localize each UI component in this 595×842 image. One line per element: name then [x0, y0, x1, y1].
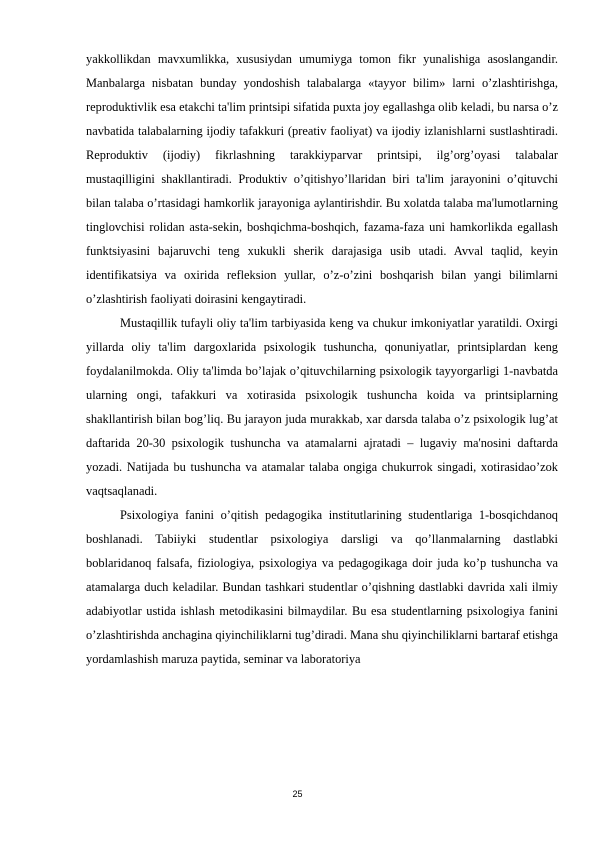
paragraph-3: Psixologiya fanini o’qitish pedagogika institutlarining studentlariga 1-bosqichdanoq boshlanadi. Tabiiyki studentlar psixologiya darsligi va qo’llanmalarning dastlabki boblaridanoq falsafa, fiziologiya, psixologiya va pedagogikaga doir juda ko’p tushuncha va atamalarga duch keladilar. Bundan tashkari studentlar o’qishning dastlabki davrida xali ilmiy adabiyotlar ustida ishlash metodikasini bilmaydilar. Bu esa studentlarning psixologiya fanini o’zlashtirishda anchagina qiyinchiliklarni tug’diradi. Mana shu qiyinchiliklarni bartaraf etishga yordamlashish maruza paytida, seminar va laboratoriya: [86, 508, 558, 666]
page-number: 25: [292, 789, 303, 799]
page-body: [86, 47, 558, 671]
paragraph-2: Mustaqillik tufayli oliy ta'lim tarbiyasida keng va chukur imkoniyatlar yaratildi. Oxirgi yillarda oliy ta'lim dargoxlarida psixologik tushuncha, qonuniyatlar, printsiplardan keng foydalanilmokda. Oliy ta'limda bo’lajak o’qituvchilarning psixologik tayyorgarligi 1-navbatda ularning ongi, tafakkuri va xotirasida psixologik tushuncha koida va printsiplarning shakllantirish bilan bog’liq. Bu jarayon juda murakkab, xar darsda talaba o’z psixologik lug’at daftarida 20-30 psixologik tushuncha va atamalarni ajratadi – lugaviy ma'nosini daftarda yozadi. Natijada bu tushuncha va atamalar talaba ongiga chukurrok singadi, xotirasidao’zok vaqtsaqlanadi.: [86, 316, 558, 498]
paragraph-1: yakkollikdan mavxumlikka, xususiydan umumiyga tomon fikr yunalishiga asoslangandir. Manbalarga nisbatan bunday yondoshish talabalarga «tayyor bilim» larni o’zlashtirishga, reproduktivlik esa etakchi ta'lim printsipi sifatida puxta joy egallashga olib keladi, bu narsa o’z navbatida talabalarning ijodiy tafakkuri (preativ faoliyat) va ijodiy izlanishlarni sustlashtiradi. Reproduktiv (ijodiy) fikrlashning tarakkiyparvar printsipi, ilg’org’oyasi talabalar mustaqilligini shakllantiradi. Produktiv o’qitishyo’llaridan biri ta'lim jarayonini o’qituvchi bilan talaba o’rtasidagi hamkorlik jarayoniga aylantirishdir. Bu xolatda talaba ma'lumotlarning tinglovchisi rolidan asta-sekin, boshqichma-boshqich, fazama-faza uni hamkorlikda egallash funktsiyasini bajaruvchi teng xukukli sherik darajasiga usib utadi. Avval taqlid, keyin identifikatsiya va oxirida refleksion yullar, o’z-o’zini boshqarish bilan yangi bilimlarni o’zlashtirish faoliyati doirasini kengaytiradi.: [86, 52, 558, 306]
